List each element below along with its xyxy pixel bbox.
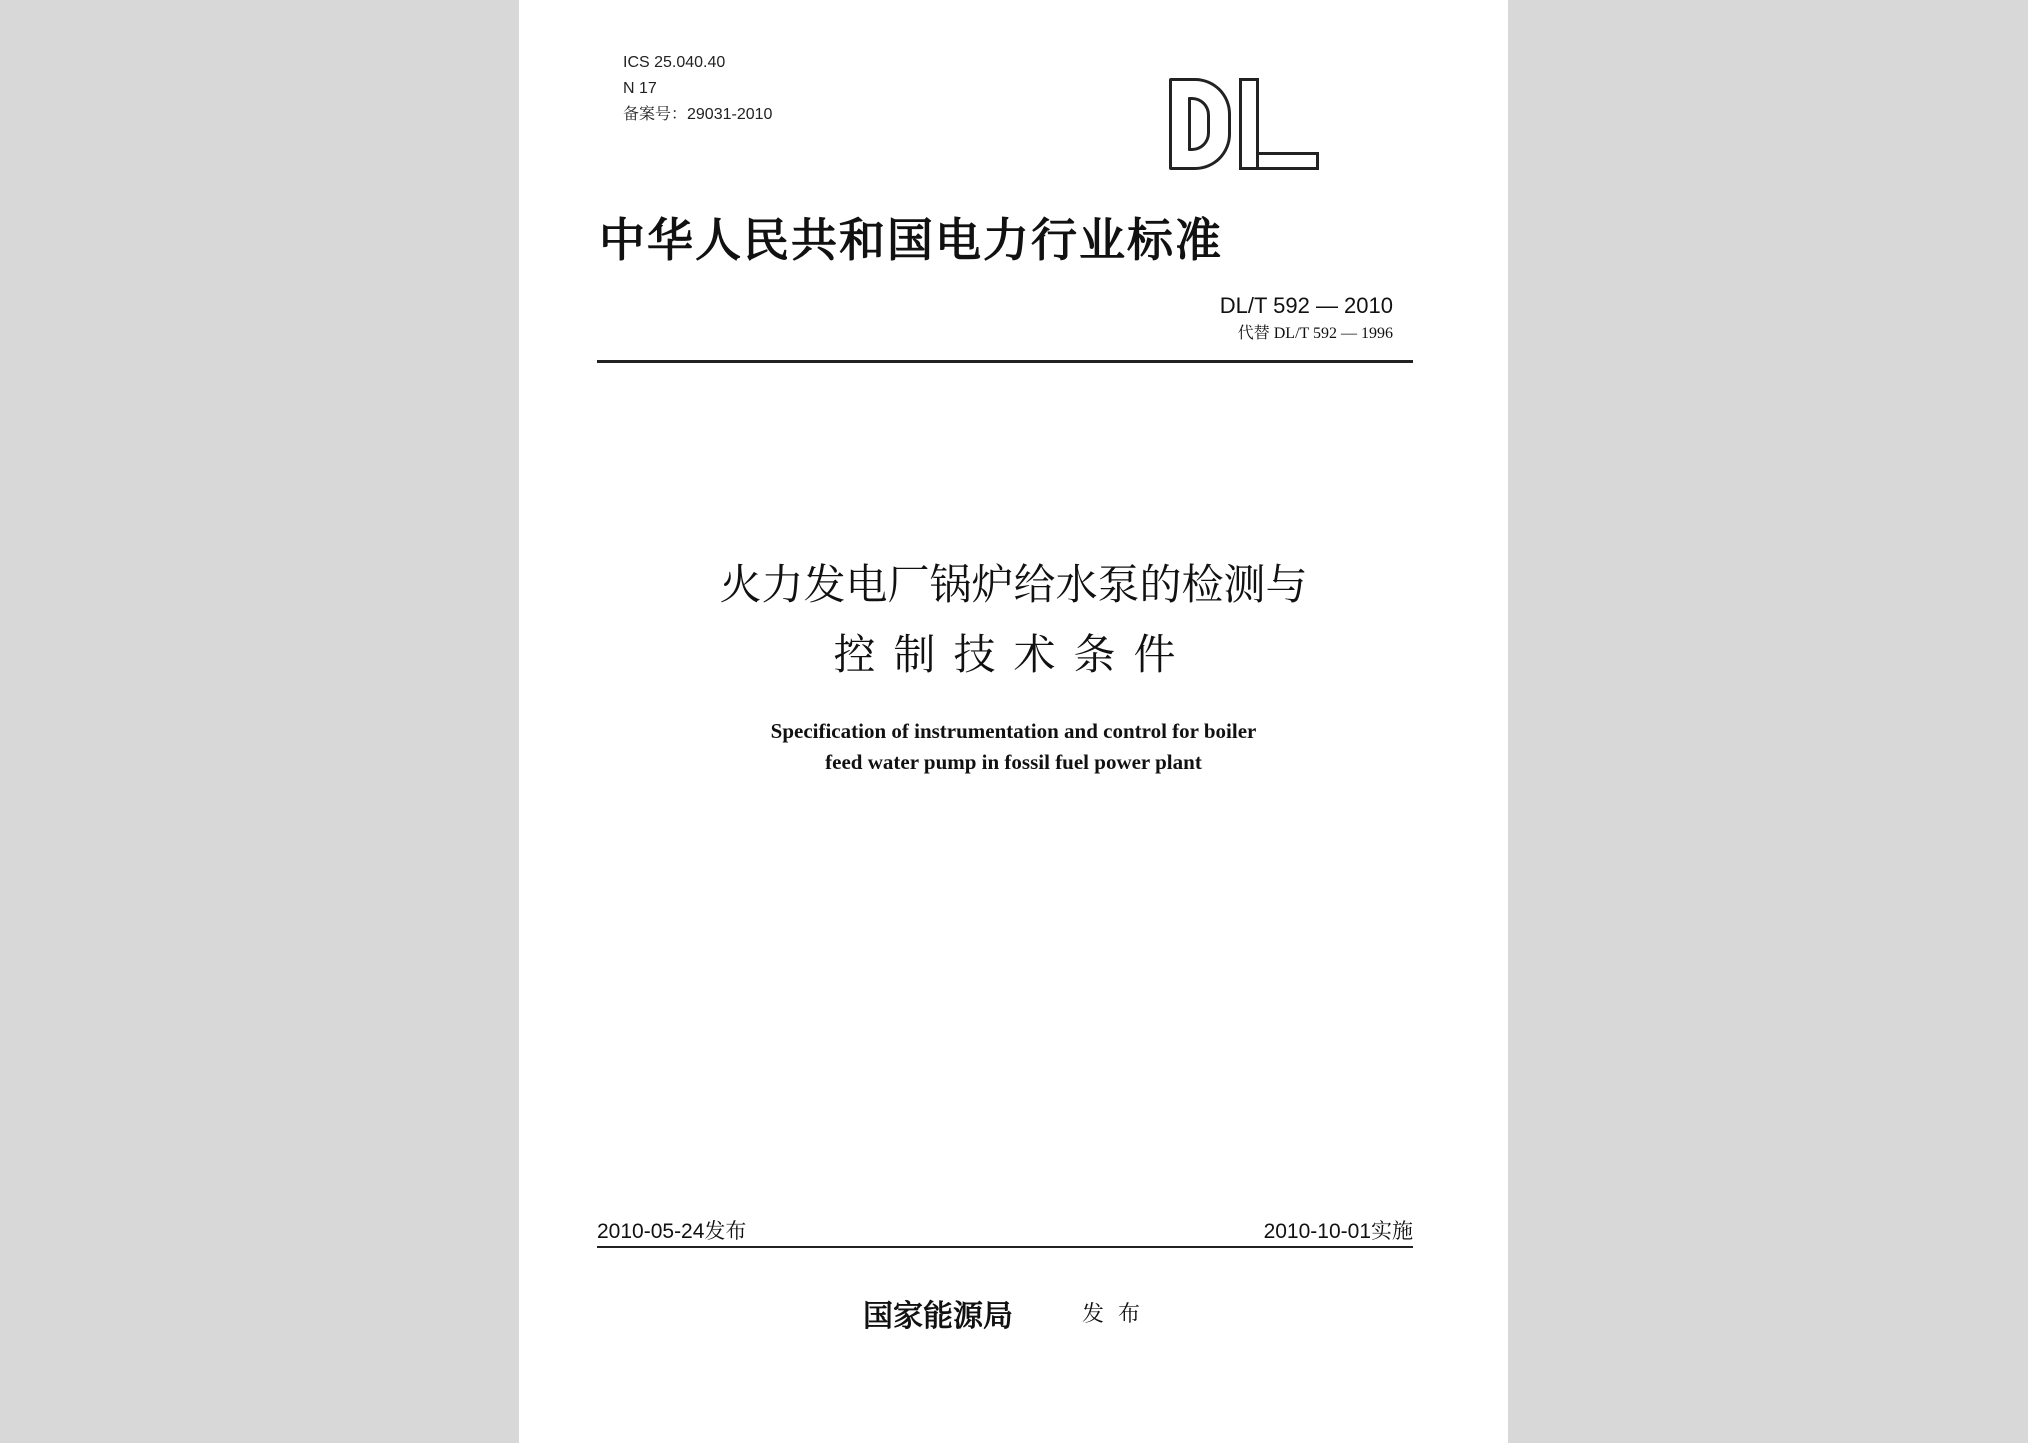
document-title-chinese [519, 550, 1508, 690]
document-page [519, 0, 1508, 1443]
header-divider [597, 360, 1413, 363]
title-en-line-2: feed water pump in fossil fuel power plant [825, 750, 1202, 774]
standard-type-heading: 中华人民共和国电力行业标准 [599, 213, 1223, 267]
ccs-code: N 17 [623, 80, 657, 97]
title-en-line-1: Specification of instrumentation and control for boiler [770, 719, 1257, 743]
title-cn-line-2: 控制技术条件 [833, 630, 1194, 679]
issue-date: 2010-05-24发布 [597, 1220, 747, 1243]
footer-divider [597, 1246, 1413, 1248]
publish-label: 发布 [1082, 1302, 1155, 1327]
implementation-date: 2010-10-01实施 [1263, 1220, 1413, 1243]
replaces-standard: 代替 DL/T 592 — 1996 [1237, 325, 1393, 342]
dl-logo-letter-d [1169, 78, 1231, 170]
document-title-english [519, 716, 1508, 778]
ics-code: ICS 25.040.40 [623, 54, 726, 71]
standard-number: DL/T 592 — 2010 [1219, 293, 1393, 318]
classification-block [623, 50, 772, 128]
publisher-name: 国家能源局 [863, 1299, 1013, 1334]
dl-logo-letter-l [1239, 78, 1319, 170]
filing-number: 备案号：29031-2010 [623, 106, 773, 123]
title-cn-line-1: 火力发电厂锅炉给水泵的检测与 [719, 560, 1308, 609]
